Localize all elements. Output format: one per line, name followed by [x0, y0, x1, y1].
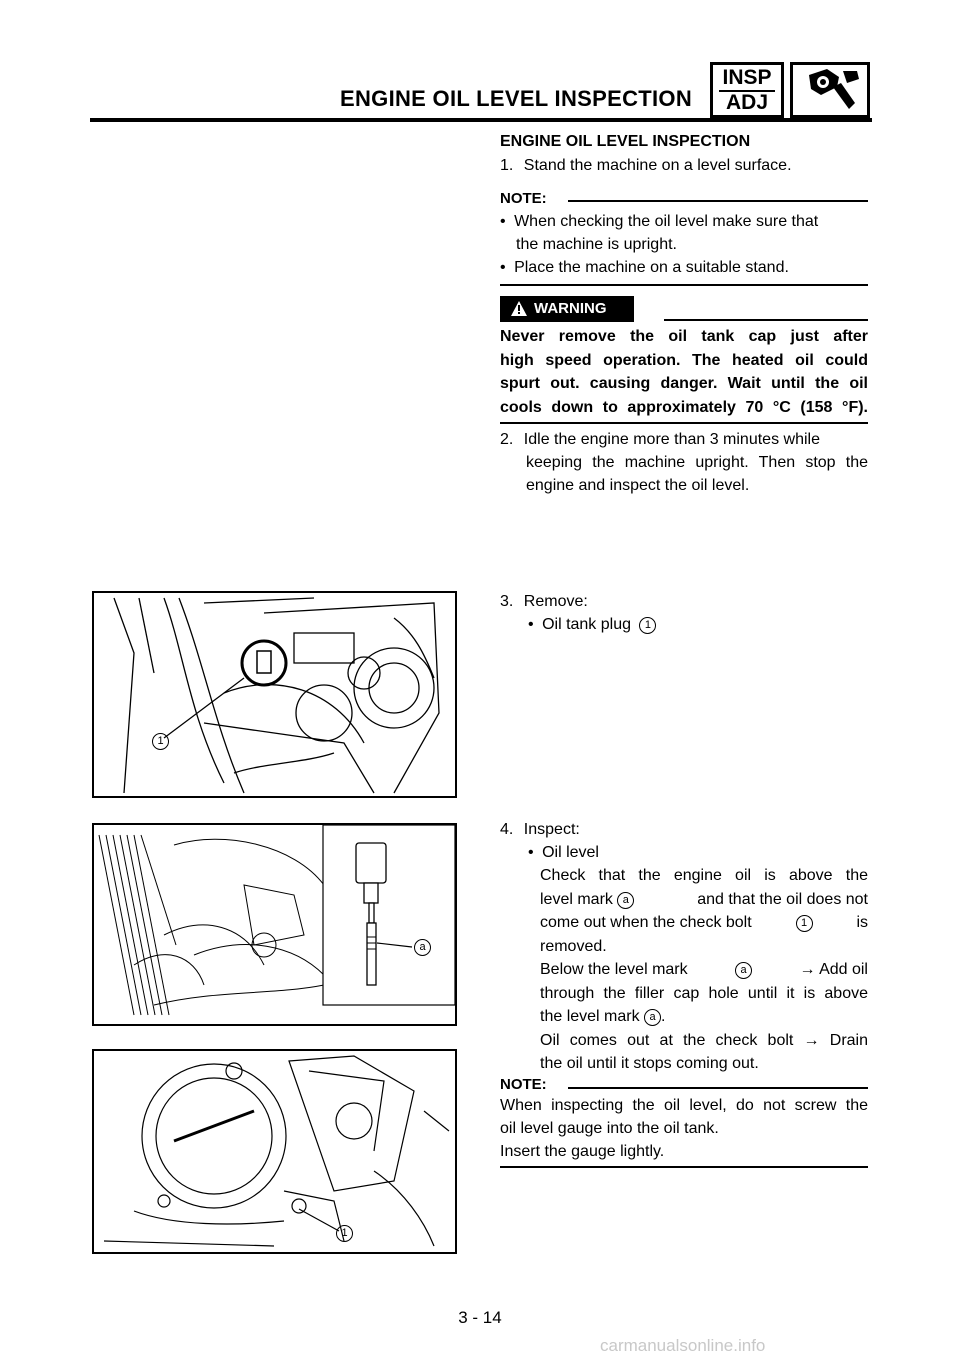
figure-1-callout: 1: [152, 733, 169, 750]
step-3-item: • Oil tank plug 1: [528, 613, 868, 636]
badge-bottom-label: ADJ: [725, 91, 768, 114]
figure-oil-level-gauge: [92, 823, 457, 1026]
step-2: 2. Idle the engine more than 3 minutes while: [500, 431, 820, 448]
mark-a: a: [644, 1009, 661, 1026]
note-2-text: When inspecting the oil level, do not screw the oil level gauge into the oil tank. Insert the gauge lightly.: [500, 1097, 868, 1160]
bullet-dot: •: [500, 213, 506, 230]
watermark: carmanualsonline.info: [600, 1336, 766, 1355]
engine-illustration-3: [94, 1051, 455, 1252]
note-label: NOTE:: [500, 190, 547, 207]
step-2-line-2: keeping the machine upright. Then stop the: [526, 454, 868, 471]
figure-3-callout: 1: [336, 1225, 353, 1242]
mark-a: a: [735, 962, 752, 979]
figure-check-bolt: [92, 1049, 457, 1254]
section-title: ENGINE OIL LEVEL INSPECTION: [500, 133, 751, 150]
step-4: 4. Inspect:: [500, 821, 580, 838]
note-rule-top: [568, 200, 868, 202]
warning-label: WARNING: [534, 300, 607, 317]
warning-rule-top: [664, 319, 868, 321]
engine-illustration-1: [94, 593, 455, 796]
page-header-title: ENGINE OIL LEVEL INSPECTION: [340, 86, 693, 111]
warning-rule-bottom: [500, 422, 868, 424]
warning-badge: [500, 296, 634, 322]
wrench-icon: [790, 62, 870, 118]
note-bullet-1-cont: the machine is upright.: [516, 236, 677, 253]
step-4-body: Check that the engine oil is above the level mark a and that the oil does not come out when the check bolt 1 is removed. Below the level mark a → Add oil through the filler cap hole until it is above the level mark a . Oil comes out at the check bolt → Drain the oil until it stops coming out.: [540, 867, 868, 1072]
step-1: [500, 154, 868, 177]
warning-text: Never remove the oil tank cap just after high speed operation. The heated oil could spurt out. causing danger. Wait until the oil cools down to approximately 70 °C (158 °F).: [500, 328, 868, 416]
note-2-rule-top: [568, 1087, 868, 1089]
header-rule: [90, 118, 872, 122]
badge-top-label: INSP: [722, 66, 772, 89]
note-2-rule-bottom: [500, 1166, 868, 1168]
step-text: Stand the machine on a level surface.: [523, 157, 792, 174]
step-2-line-3: engine and inspect the oil level.: [526, 477, 750, 494]
warning-icon: [510, 300, 528, 317]
note-2-label: NOTE:: [500, 1076, 547, 1093]
note-rule-bottom: [500, 284, 868, 286]
step-3: 3. Remove:: [500, 593, 588, 610]
mark-a: a: [617, 892, 634, 909]
callout-1: 1: [639, 617, 656, 634]
figure-oil-tank-plug: [92, 591, 457, 798]
figure-2-callout: a: [414, 939, 431, 956]
engine-illustration-2: [94, 825, 455, 1024]
section-badge: [710, 62, 784, 118]
step-number: 1.: [500, 157, 514, 174]
step-4-item: • Oil level: [528, 844, 599, 861]
page-number: 3 - 14: [458, 1308, 502, 1327]
bullet-dot: •: [500, 259, 506, 276]
mark-1: 1: [796, 915, 813, 932]
note-bullet-2: • Place the machine on a suitable stand.: [500, 259, 789, 276]
note-bullet-1: • When checking the oil level make sure that: [500, 213, 819, 230]
